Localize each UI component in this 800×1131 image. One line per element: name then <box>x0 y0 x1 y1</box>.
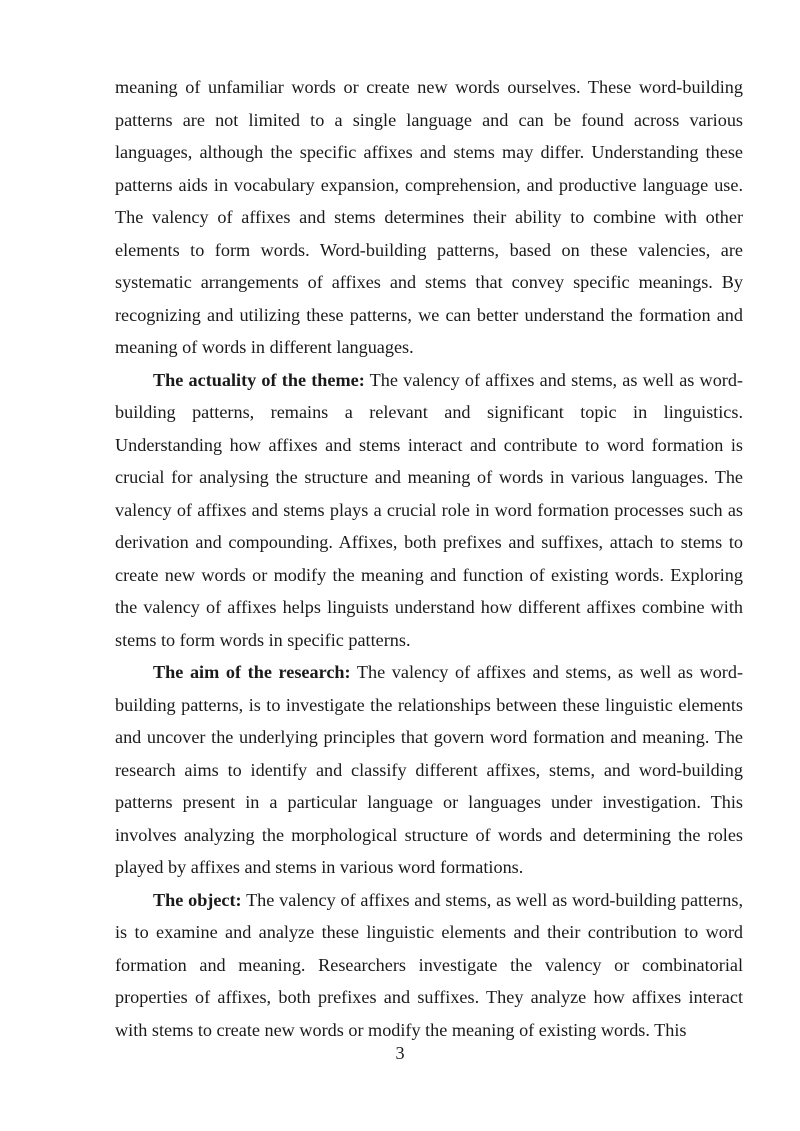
page-number: 3 <box>395 1043 405 1063</box>
paragraph-text: The valency of affixes and stems, as well as word-building patterns, remains a relevant and significant topic in linguistics. Understanding how affixes and stems interact and contribute to word formation is crucial for analysing the structure and meaning of words in various languages. The valency of affixes and stems plays a crucial role in word formation processes such as derivation and compounding. Affixes, both prefixes and suffixes, attach to stems to create new words or modify the meaning and function of existing words. Exploring the valency of affixes helps linguists understand how different affixes combine with stems to form words in specific patterns. <box>115 369 743 650</box>
paragraph-text: The valency of affixes and stems, as well as word-building patterns, is to investigate the relationships between these linguistic elements and uncover the underlying principles that govern word formation and meaning. The research aims to identify and classify different affixes, stems, and word-building patterns present in a particular language or languages under investigation. This involves analyzing the morphological structure of words and determining the roles played by affixes and stems in various word formations. <box>115 662 743 877</box>
paragraph-heading: The object: <box>153 889 242 910</box>
paragraph-heading: The actuality of the theme: <box>153 369 365 390</box>
paragraph-actuality <box>115 364 743 657</box>
paragraph-heading: The aim of the research: <box>153 662 351 682</box>
body-text <box>115 71 743 1046</box>
paragraph-text: meaning of unfamiliar words or create new words ourselves. These word-building patterns are not limited to a single language and can be found across various languages, although the specific affixes and stems may differ. Understanding these patterns aids in vocabulary expansion, comprehension, and productive language use. The valency of affixes and stems determines their ability to combine with other elements to form words. Word-building patterns, based on these valencies, are systematic arrangements of affixes and stems that convey specific meanings. By recognizing and utilizing these patterns, we can better understand the formation and meaning of words in different languages. <box>115 77 743 357</box>
paragraph-aim <box>115 656 743 884</box>
paragraph-continuation <box>115 71 743 364</box>
paragraph-object <box>115 884 743 1047</box>
paragraph-text: The valency of affixes and stems, as well as word-building patterns, is to examine and analyze these linguistic elements and their contribution to word formation and meaning. Researchers investigate the valency or combinatorial properties of affixes, both prefixes and suffixes. They analyze how affixes interact with stems to create new words or modify the meaning of existing words. This <box>115 889 743 1040</box>
